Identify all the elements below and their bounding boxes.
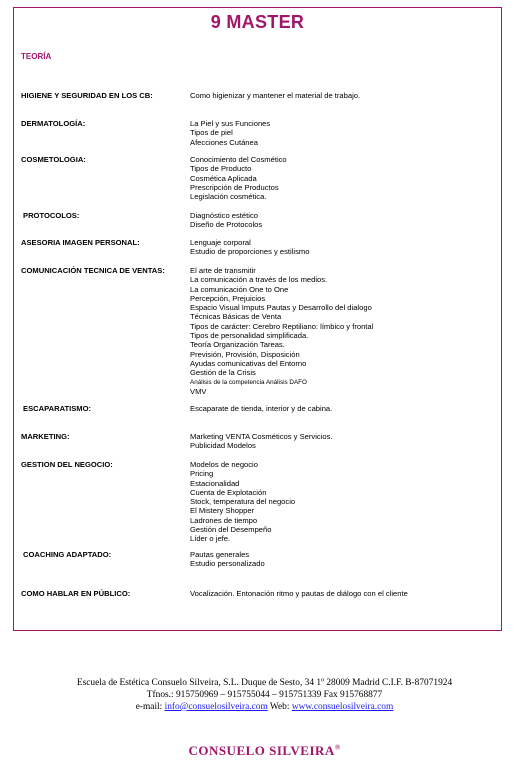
topic-item: Tipos de carácter: Cerebro Reptiliano: límbico y frontal	[190, 321, 374, 331]
topic-item: Gestión del Desempeño	[190, 525, 272, 535]
topic-label: COMUNICACIÓN TECNICA DE VENTAS:	[21, 266, 165, 275]
topic-label: PROTOCOLOS:	[23, 211, 80, 220]
topic-item: Tipos de personalidad simplificada.	[190, 331, 309, 341]
topic-item: Análisis de la competencia Análisis DAFO	[190, 378, 307, 386]
page-title: 9 MASTER	[210, 12, 305, 32]
topic-item: La comunicación a través de los medios.	[190, 275, 328, 285]
topic-item: Marketing VENTA Cosméticos y Servicios.	[190, 432, 333, 441]
topic-label: COMO HABLAR EN PÚBLICO:	[21, 589, 131, 598]
topic-item: Legislación cosmética.	[190, 192, 267, 202]
footer-phones: Tfnos.: 915750969 – 915755044 – 915751339 Fax 915768877	[146, 690, 383, 700]
topic-items	[190, 432, 490, 451]
topic-items	[190, 589, 490, 598]
topic-item: Ayudas comunicativas del Entorno	[190, 358, 307, 368]
topic-item: Ladrones de tiempo	[190, 515, 258, 525]
topic-item: La Piel y sus Funciones	[190, 119, 271, 128]
topic-item: Pautas generales	[190, 550, 250, 559]
topic-item: Estudio personalizado	[190, 559, 265, 569]
topic-item: Modelos de negocio	[190, 460, 258, 469]
topic-item: Estudio de proporciones y estilismo	[190, 247, 310, 257]
section-heading: TEORÍA	[21, 52, 52, 61]
topic-item: VMV	[190, 386, 207, 396]
topic-items	[190, 238, 490, 257]
topic-items	[190, 460, 490, 544]
topic-items	[190, 266, 490, 396]
topic-item: Tipos de piel	[190, 128, 233, 138]
topic-item: Publicidad Modelos	[190, 441, 256, 451]
topic-item: Vocalización. Entonación ritmo y pautas de diálogo con el cliente	[190, 589, 408, 598]
topic-item: Líder o jefe.	[190, 534, 231, 544]
topic-item: Pricing	[190, 469, 214, 479]
footer-contact	[0, 701, 529, 713]
topic-item: Gestión de la Crisis	[190, 368, 256, 378]
topic-label: COSMETOLOGIA:	[21, 155, 86, 164]
topic-item: Diagnóstico estético	[190, 211, 258, 220]
topic-item: Espacio Visual Imputs Pautas y Desarrollo del dialogo	[190, 303, 372, 313]
topic-item: Conocimiento del Cosmético	[190, 155, 287, 164]
topic-item: Percepción, Prejuicios	[190, 293, 266, 303]
topic-label: COACHING ADAPTADO:	[23, 550, 112, 559]
topic-label: MARKETING:	[21, 432, 70, 441]
topic-items	[190, 91, 490, 100]
topic-item: Tipos de Producto	[190, 164, 252, 174]
topic-items	[190, 119, 490, 147]
topic-item: Lenguaje corporal	[190, 238, 251, 247]
web-prefix: Web:	[267, 702, 292, 712]
web-link[interactable]: www.consuelosilveira.com	[291, 702, 394, 712]
topic-item: Escaparate de tienda, interior y de cabina.	[190, 404, 333, 413]
topic-item: Técnicas Básicas de Venta	[190, 312, 282, 322]
topic-item: Diseño de Protocolos	[190, 220, 263, 230]
topic-item: Como higienizar y mantener el material de trabajo.	[190, 91, 361, 100]
topic-items	[190, 550, 490, 569]
topic-item: Teoría Organización Tareas.	[190, 340, 285, 350]
topic-label: GESTION DEL NEGOCIO:	[21, 460, 113, 469]
topic-item: Cosmética Aplicada	[190, 173, 257, 183]
topic-items	[190, 211, 490, 230]
brand-name: CONSUELO SILVEIRA	[188, 743, 335, 758]
topic-label: DERMATOLOGÍA:	[21, 119, 86, 128]
topic-items	[190, 404, 490, 413]
topic-item: El Mistery Shopper	[190, 506, 255, 516]
topic-label: HIGIENE Y SEGURIDAD EN LOS CB:	[21, 91, 153, 100]
topic-items	[190, 155, 490, 201]
topic-item: Afecciones Cutánea	[190, 137, 258, 147]
topic-item: Stock, temperatura del negocio	[190, 497, 296, 507]
email-prefix: e-mail:	[135, 702, 165, 712]
brand-logo	[0, 743, 529, 759]
topic-label: ESCAPARATISMO:	[23, 404, 92, 413]
topic-item: Cuenta de Explotación	[190, 487, 267, 497]
topic-item: Prescripción de Productos	[190, 182, 279, 192]
registered-mark: ®	[334, 743, 341, 752]
topic-item: Estacionalidad	[190, 478, 240, 488]
topic-item: Previsión, Provisión, Disposición	[190, 349, 300, 359]
topic-item: La comunicación One to One	[190, 284, 289, 294]
topic-label: ASESORIA IMAGEN PERSONAL:	[21, 238, 140, 247]
topic-item: El arte de transmitir	[190, 266, 256, 275]
email-link[interactable]: info@consuelosilveira.com	[164, 702, 268, 712]
footer-address: Escuela de Estética Consuelo Silveira, S.L. Duque de Sesto, 34 1º 28009 Madrid C.I.F. B-87071924	[76, 678, 453, 688]
